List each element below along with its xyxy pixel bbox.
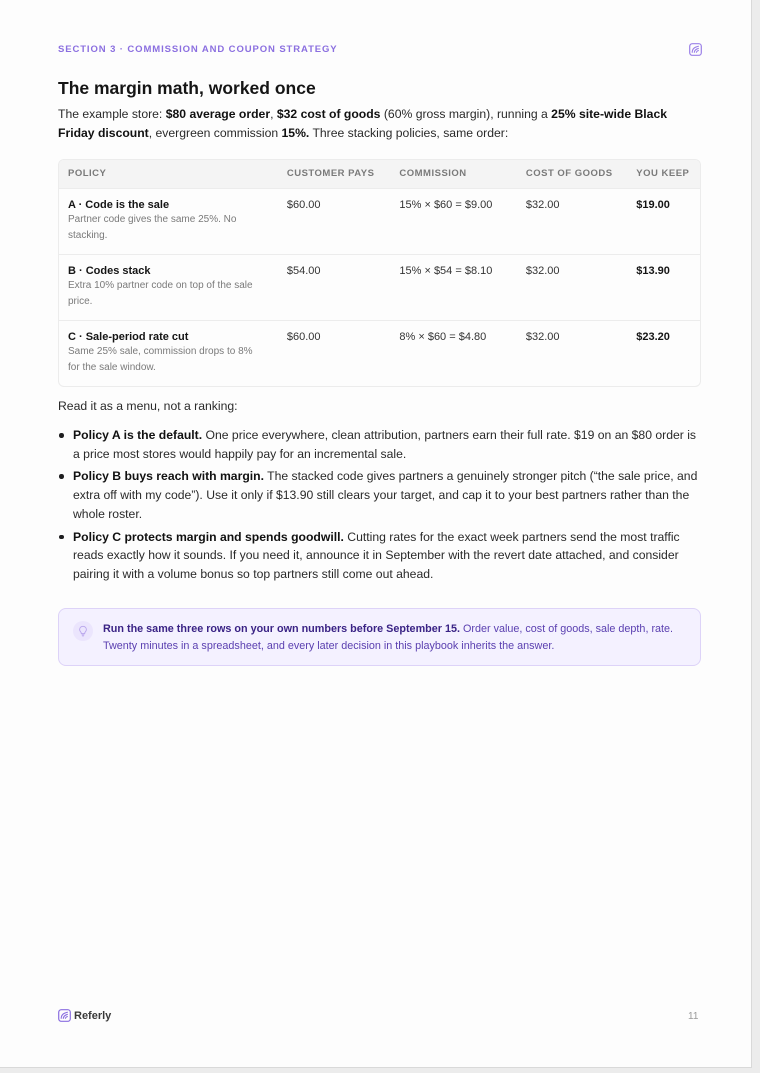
bullet-lead: Policy A is the default. bbox=[73, 428, 203, 442]
policy-name: C · Sale-period rate cut bbox=[68, 330, 189, 343]
bullet-text: Cutting rates for the exact week partners send the most traffic reads exactly how it sounds. If you need it, announce it in September with the revert date attached, and consider pairing it with a volume bonus so top partners still come out ahead. bbox=[73, 529, 680, 581]
page-title: The margin math, worked once bbox=[58, 78, 316, 98]
policy-name: B · Codes stack bbox=[68, 264, 151, 277]
cost-of-goods-cell: $32.00 bbox=[517, 188, 627, 254]
callout-text: Run the same three rows on your own numbers before September 15. Order value, cost of goods, sale depth, rate. Twenty minutes in a spreadsheet, and every later decision in this playbook inherits the answer. bbox=[103, 623, 674, 652]
customer-pays-cell: $60.00 bbox=[278, 188, 391, 254]
intro-paragraph: The example store: $80 average order, $32 cost of goods (60% gross margin), running a 25% site-wide Black Friday discount, evergreen commission 15%. Three stacking policies, same order: bbox=[58, 107, 668, 140]
list-item bbox=[58, 426, 701, 463]
cost-of-goods-cell: $32.00 bbox=[517, 320, 627, 386]
column-header-you-keep: YOU KEEP bbox=[636, 168, 690, 180]
bullet-text: The stacked code gives partners a genuinely stronger pitch (“the sale price, and extra off with my code”). Use it only if $13.90 still clears your target, and cap it to your best partners rather than the whole roster. bbox=[73, 469, 698, 521]
section-label: SECTION 3 · COMMISSION AND COUPON STRATEGY bbox=[58, 44, 338, 55]
policy-cell bbox=[59, 254, 278, 320]
referly-logo-icon bbox=[689, 43, 702, 56]
customer-pays-cell: $60.00 bbox=[278, 320, 391, 386]
column-header-customer-pays: CUSTOMER PAYS bbox=[286, 168, 375, 180]
bullet-text: One price everywhere, clean attribution, partners earn their full rate. $19 on an $80 order is a price most stores would happily pay for an incremental sale. bbox=[73, 428, 696, 461]
policy-description: Same 25% sale, commission drops to 8% for the sale window. bbox=[68, 345, 253, 373]
policy-table bbox=[58, 159, 701, 387]
policy-cell bbox=[59, 320, 278, 386]
commission-cell: 15% × $54 = $8.10 bbox=[390, 254, 517, 320]
footer-brand-name: Referly bbox=[74, 1009, 112, 1022]
column-header-cost-of-goods: COST OF GOODS bbox=[525, 168, 613, 180]
policy-description: Partner code gives the same 25%. No stacking. bbox=[68, 213, 237, 241]
commission-cell: 8% × $60 = $4.80 bbox=[390, 320, 517, 386]
you-keep-cell: $19.00 bbox=[627, 188, 700, 254]
list-item bbox=[58, 528, 701, 584]
footer-brand bbox=[58, 1009, 111, 1022]
you-keep-cell: $23.20 bbox=[627, 320, 700, 386]
customer-pays-cell: $54.00 bbox=[278, 254, 391, 320]
bullet-lead: Policy B buys reach with margin. bbox=[73, 469, 264, 484]
referly-logo-icon bbox=[58, 1009, 71, 1022]
cost-of-goods-cell: $32.00 bbox=[517, 254, 627, 320]
page-number: 11 bbox=[688, 1011, 699, 1022]
policy-cell bbox=[59, 188, 278, 254]
list-item bbox=[58, 467, 701, 523]
table-header-row bbox=[59, 160, 700, 188]
policy-bullet-list bbox=[58, 426, 701, 588]
lightbulb-icon bbox=[73, 621, 93, 641]
commission-cell: 15% × $60 = $9.00 bbox=[390, 188, 517, 254]
menu-intro-text: Read it as a menu, not a ranking: bbox=[58, 399, 238, 413]
policy-name: A · Code is the sale bbox=[68, 198, 170, 211]
column-header-policy: POLICY bbox=[68, 168, 107, 180]
table-row bbox=[59, 254, 700, 320]
column-header-commission: COMMISSION bbox=[399, 168, 467, 180]
table-row bbox=[59, 320, 700, 386]
table-row bbox=[59, 188, 700, 254]
bullet-lead: Policy C protects margin and spends goodwill. bbox=[73, 529, 344, 544]
tip-callout bbox=[58, 608, 701, 666]
you-keep-cell: $13.90 bbox=[627, 254, 700, 320]
policy-description: Extra 10% partner code on top of the sale price. bbox=[68, 279, 253, 307]
